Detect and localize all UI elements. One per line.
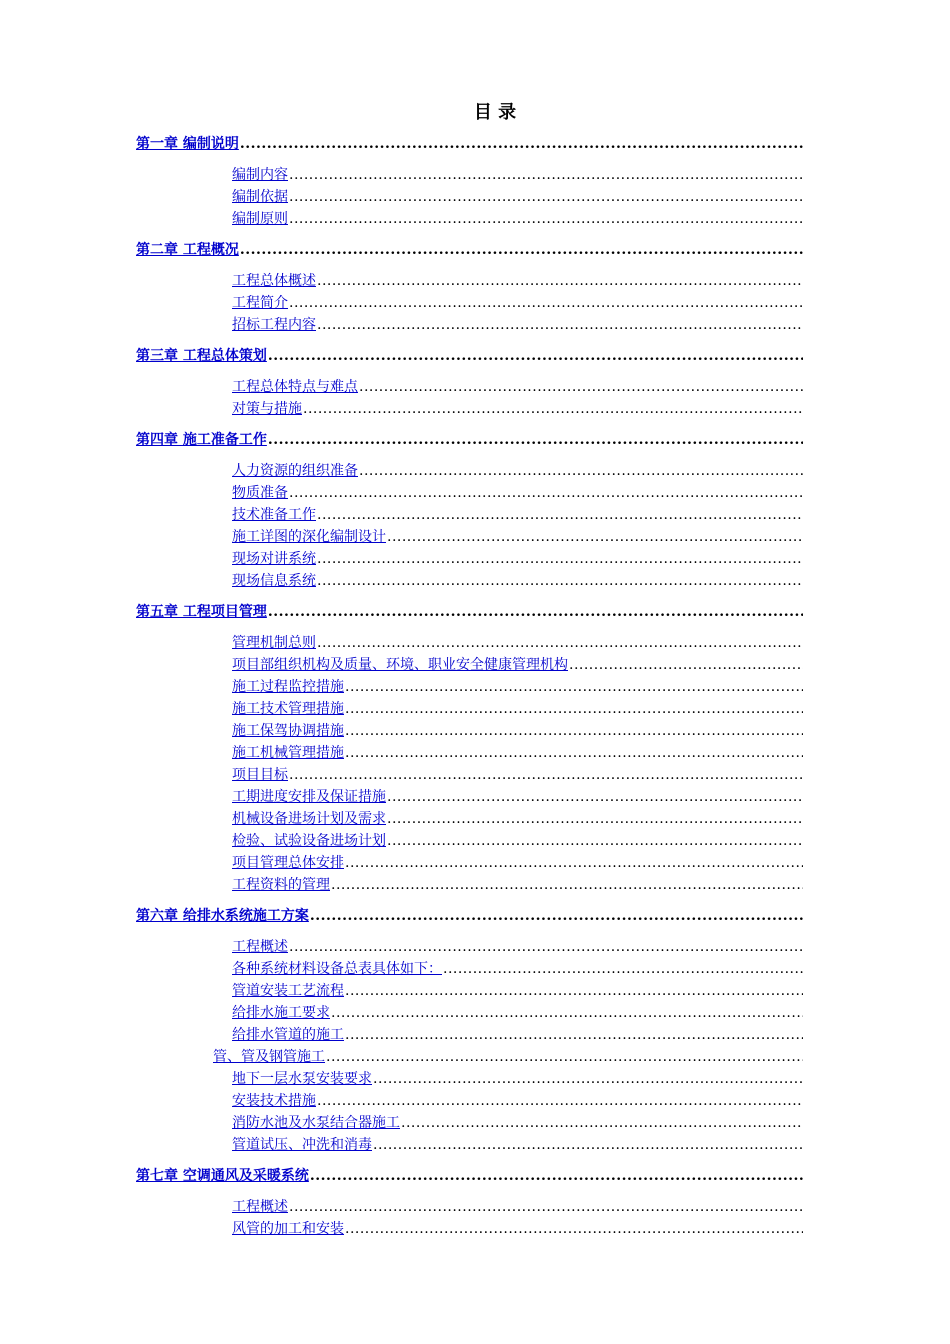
toc-entry-label: 第四章 施工准备工作 [136,432,267,448]
toc-entry-label: 工期进度安排及保证措施 [232,789,386,805]
toc-dot-leader [317,315,803,335]
toc-dot-leader [240,134,803,154]
toc-entry-label: 工程概述 [232,1199,288,1215]
toc-section-link[interactable] [232,399,803,419]
toc-entry-label: 各种系统材料设备总表具体如下： [232,961,442,977]
toc-chapter-link[interactable] [136,134,803,154]
toc-dot-leader [268,602,803,622]
toc-chapter-link[interactable] [136,346,803,366]
toc-entry-label: 施工详图的深化编制设计 [232,529,386,545]
toc-entry-label: 第七章 空调通风及采暖系统 [136,1168,309,1184]
toc-dot-leader [331,1003,803,1023]
toc-entry-label: 第三章 工程总体策划 [136,348,267,364]
toc-section-link[interactable] [232,853,803,873]
toc-entry-label: 工程资料的管理 [232,877,330,893]
toc-section-link[interactable] [232,527,803,547]
toc-chapter-link[interactable] [136,906,803,926]
toc-section-link[interactable] [232,875,803,895]
toc-section-link[interactable] [232,787,803,807]
toc-chapter-link[interactable] [136,1166,803,1186]
toc-entry-label: 招标工程内容 [232,317,316,333]
toc-entry-label: 工程总体特点与难点 [232,379,358,395]
toc-entry-label: 项目管理总体安排 [232,855,344,871]
page-title: 目 录 [473,102,517,123]
toc-chapter-link[interactable] [136,602,803,622]
toc-entry-label: 第五章 工程项目管理 [136,604,267,620]
toc-section-link[interactable] [232,377,803,397]
toc-dot-leader [310,1166,803,1186]
toc-dot-leader [387,831,803,851]
toc-entry-label: 项目目标 [232,767,288,783]
toc-section-link[interactable] [232,633,803,653]
toc-dot-leader [289,937,803,957]
toc-dot-leader [569,655,803,675]
toc-dot-leader [289,765,803,785]
toc-dot-leader [317,1091,803,1111]
toc-entry-label: 机械设备进场计划及需求 [232,811,386,827]
toc-section-link[interactable] [232,1069,803,1089]
toc-dot-leader [310,906,803,926]
toc-entry-label: 编制原则 [232,211,288,227]
toc-entry-label: 风管的加工和安装 [232,1221,344,1237]
toc-chapter-link[interactable] [136,240,803,260]
toc-section-link[interactable] [232,505,803,525]
toc-dot-leader [289,165,803,185]
toc-section-link[interactable] [232,1113,803,1133]
toc-dot-leader [268,346,803,366]
toc-section-link[interactable] [232,721,803,741]
toc-entry-label: 编制内容 [232,167,288,183]
toc-section-link[interactable] [232,571,803,591]
toc-dot-leader [289,209,803,229]
toc-dot-leader [317,549,803,569]
toc-section-link[interactable] [232,831,803,851]
toc-dot-leader [345,721,803,741]
toc-entry-label: 第二章 工程概况 [136,242,239,258]
toc-dot-leader [289,293,803,313]
toc-entry-label: 施工保驾协调措施 [232,723,344,739]
toc-dot-leader [317,271,803,291]
toc-entry-label: 编制依据 [232,189,288,205]
toc-entry-label: 第一章 编制说明 [136,136,239,152]
toc-section-link[interactable] [232,293,803,313]
toc-entry-label: 工程概述 [232,939,288,955]
toc-entry-label: 工程简介 [232,295,288,311]
toc-section-link[interactable] [232,743,803,763]
toc-entry-label: 管、管及钢管施工 [213,1049,325,1065]
toc-section-link[interactable] [232,209,803,229]
toc-dot-leader [317,571,803,591]
toc-dot-leader [359,377,803,397]
toc-dot-leader [303,399,803,419]
toc-dot-leader [345,981,803,1001]
toc-section-link[interactable] [232,315,803,335]
toc-dot-leader [289,1197,803,1217]
toc-entry-label: 人力资源的组织准备 [232,463,358,479]
toc-dot-leader [401,1113,803,1133]
toc-section-link[interactable] [232,461,803,481]
toc-section-link[interactable] [232,483,803,503]
toc-section-link[interactable] [232,187,803,207]
toc-section-link[interactable] [232,655,803,675]
toc-section-link[interactable] [232,549,803,569]
toc-section-link[interactable] [232,271,803,291]
toc-section-link[interactable] [232,1197,803,1217]
toc-dot-leader [345,699,803,719]
toc-dot-leader [387,527,803,547]
toc-entry-label: 施工技术管理措施 [232,701,344,717]
toc-section-link[interactable] [232,809,803,829]
toc-section-link[interactable] [232,1025,803,1045]
toc-dot-leader [359,461,803,481]
toc-section-link[interactable] [213,1047,803,1067]
toc-entry-label: 管道安装工艺流程 [232,983,344,999]
toc-section-link[interactable] [232,165,803,185]
toc-dot-leader [345,743,803,763]
toc-dot-leader [289,187,803,207]
toc-section-link[interactable] [232,959,803,979]
toc-entry-label: 管理机制总则 [232,635,316,651]
toc-section-link[interactable] [232,677,803,697]
toc-entry-label: 施工过程监控措施 [232,679,344,695]
toc-dot-leader [317,505,803,525]
toc-entry-label: 物质准备 [232,485,288,501]
toc-entry-label: 消防水池及水泵结合器施工 [232,1115,400,1131]
toc-entry-label: 施工机械管理措施 [232,745,344,761]
toc-chapter-link[interactable] [136,430,803,450]
toc-section-link[interactable] [232,765,803,785]
toc-dot-leader [373,1135,803,1155]
toc-entry-label: 工程总体概述 [232,273,316,289]
toc-dot-leader [443,959,803,979]
toc-dot-leader [387,809,803,829]
toc-section-link[interactable] [232,1219,803,1239]
toc-dot-leader [387,787,803,807]
toc-section-link[interactable] [232,1135,803,1155]
toc-dot-leader [331,875,803,895]
toc-entry-label: 现场信息系统 [232,573,316,589]
toc-entry-label: 对策与措施 [232,401,302,417]
toc-dot-leader [326,1047,803,1067]
toc-entry-label: 检验、试验设备进场计划 [232,833,386,849]
toc-dot-leader [240,240,803,260]
toc-section-link[interactable] [232,937,803,957]
toc-entry-label: 项目部组织机构及质量、环境、职业安全健康管理机构 [232,657,568,673]
toc-dot-leader [317,633,803,653]
toc-entry-label: 给排水管道的施工 [232,1027,344,1043]
toc-entry-label: 给排水施工要求 [232,1005,330,1021]
toc-dot-leader [345,677,803,697]
toc-section-link[interactable] [232,1091,803,1111]
toc-section-link[interactable] [232,981,803,1001]
toc-entry-label: 管道试压、冲洗和消毒 [232,1137,372,1153]
toc-section-link[interactable] [232,699,803,719]
toc-entry-label: 地下一层水泵安装要求 [232,1071,372,1087]
toc-dot-leader [289,483,803,503]
toc-dot-leader [345,853,803,873]
toc-section-link[interactable] [232,1003,803,1023]
toc-dot-leader [345,1219,803,1239]
toc-entry-label: 第六章 给排水系统施工方案 [136,908,309,924]
toc-dot-leader [268,430,803,450]
toc-entry-label: 技术准备工作 [232,507,316,523]
toc-entry-label: 现场对讲系统 [232,551,316,567]
toc-entry-label: 安装技术措施 [232,1093,316,1109]
toc-dot-leader [345,1025,803,1045]
toc-dot-leader [373,1069,803,1089]
